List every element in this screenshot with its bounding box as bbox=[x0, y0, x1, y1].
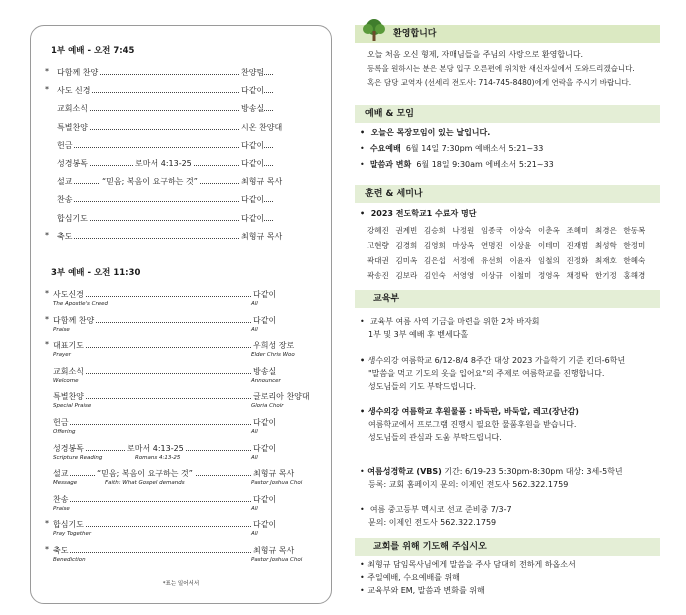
worship-title: 예배 & 모임 bbox=[365, 109, 414, 119]
vbs-1: • 여름성경학교 (VBS) 기간: 6/19-23 5:30pm-8:30pm 대상: 3세-5학년 bbox=[360, 467, 623, 476]
graduate-name: 곽대권 bbox=[367, 256, 389, 265]
leader-dots bbox=[61, 373, 259, 374]
service3-leader-en: All bbox=[251, 454, 258, 461]
service1-item: 교회소식 bbox=[57, 104, 88, 114]
summer-school-1: • 생수의강 여름학교 6/12-8/4 8주간 대상 2023 가을학기 기준 킨더-6학년 bbox=[360, 356, 626, 365]
service3-item-en: Prayer bbox=[53, 352, 71, 359]
service3-item-en: Special Praise bbox=[53, 403, 92, 410]
service3-row bbox=[45, 545, 323, 569]
leader-dots bbox=[61, 552, 259, 553]
graduate-name: 김경희 bbox=[395, 241, 418, 250]
service1-leader: 다같이 bbox=[241, 159, 265, 168]
graduate-name: 한정미 bbox=[623, 241, 646, 250]
service3-item-en: Welcome bbox=[53, 377, 79, 384]
graduate-name: 이테미 bbox=[538, 241, 560, 250]
service3-leader: 글로리아 찬양대 bbox=[253, 392, 310, 402]
graduate-names bbox=[367, 223, 652, 283]
service3-leader-en: All bbox=[251, 301, 258, 307]
welcome-line-2: 등록을 원하시는 분은 본당 입구 오른편에 위치한 새신자실에서 도와드리겠습니다. bbox=[367, 64, 635, 73]
education-title: 교육부 bbox=[373, 294, 400, 304]
service1-row bbox=[45, 176, 323, 189]
service3-detail-en: Romans 4:13-25 bbox=[135, 454, 181, 461]
service3-row bbox=[45, 391, 323, 415]
service1-item: 헌금 bbox=[57, 140, 73, 150]
service1-row bbox=[45, 231, 323, 244]
service3-title: 3부 예배 - 오전 11:30 bbox=[51, 268, 141, 278]
graduate-name: 권계빈 bbox=[395, 226, 418, 235]
service3-leader-en: All bbox=[251, 505, 258, 512]
service1-leader: 다같이 bbox=[241, 195, 265, 205]
service1-title: 1부 예배 - 오전 7:45 bbox=[51, 46, 135, 56]
service3-detail-en: Faith: What Gospel demands bbox=[105, 480, 185, 487]
graduate-name: 이상숙 bbox=[509, 226, 532, 235]
graduate-name: 홍해경 bbox=[623, 271, 646, 280]
graduate-name: 이상규 bbox=[481, 271, 503, 280]
welcome-line-3: 혹은 담당 교역자 (선세리 전도사: 714-745-8480)에게 연락을 주시기 바랍니다. bbox=[367, 78, 632, 87]
service1-row bbox=[45, 85, 323, 98]
graduate-name: 진재범 bbox=[566, 241, 589, 250]
leader-dots bbox=[61, 398, 259, 399]
graduate-name: 최재호 bbox=[595, 256, 617, 265]
service1-item: 다함께 찬양 bbox=[57, 68, 99, 77]
service3-row bbox=[45, 519, 323, 543]
service1-leader: 시온 찬양대 bbox=[241, 122, 283, 132]
welcome-line-1: 오늘 처음 오신 형제, 자매님들을 주님의 사랑으로 환영합니다. bbox=[367, 50, 584, 59]
stand-marker: * bbox=[45, 519, 49, 529]
donation-1: • 생수의강 여름학교 후원물품 : 바둑판, 바둑알, 레고(장난감) bbox=[360, 407, 579, 416]
graduate-name: 곽송진 bbox=[367, 271, 389, 280]
service3-item-en: Message bbox=[53, 480, 78, 487]
service3-row bbox=[45, 468, 323, 492]
service3-row bbox=[45, 289, 323, 313]
welcome-header bbox=[355, 25, 660, 43]
graduate-name: 임철의 bbox=[538, 256, 560, 265]
stand-marker: * bbox=[45, 67, 49, 76]
graduate-name: 서영영 bbox=[452, 271, 475, 280]
prayer-item-3: • 교육부와 EM, 말씀과 변화를 위해 bbox=[360, 586, 485, 595]
graduate-name: 최성학 bbox=[595, 241, 617, 250]
service3-item-en: Scripture Reading bbox=[53, 454, 103, 461]
service3-item-en: Praise bbox=[53, 505, 70, 512]
graduate-name: 진정화 bbox=[566, 256, 589, 265]
mission-1: • 여름 중고등부 멕시코 선교 준비중 7/3-7 bbox=[360, 505, 512, 514]
service3-item-en: Praise bbox=[53, 326, 70, 333]
names-row bbox=[367, 253, 652, 268]
stand-marker: * bbox=[45, 289, 49, 298]
prayer-item-1: • 최형규 담임목사님에게 말씀을 주사 담대히 전하게 하옵소서 bbox=[360, 560, 576, 569]
names-row bbox=[367, 268, 652, 283]
service3-item-en: Benediction bbox=[53, 557, 86, 563]
graduate-name: 유선희 bbox=[481, 256, 503, 265]
service3-item: 다함께 찬양 bbox=[53, 315, 95, 325]
service1-item: 찬송 bbox=[57, 195, 73, 205]
service3-row bbox=[45, 315, 323, 339]
donation-3: 성도님들의 관심과 도움 부탁드립니다. bbox=[368, 433, 502, 442]
vbs-2: 등록: 교회 홈페이지 문의: 이제인 전도사 562.322.1759 bbox=[368, 480, 569, 489]
leader-dots bbox=[61, 526, 259, 527]
worship-item-3: • 말씀과 변화 6월 18일 9:30am 에베소서 5:21~33 bbox=[360, 160, 554, 169]
graduate-name: 한동복 bbox=[623, 226, 646, 235]
names-row bbox=[367, 223, 652, 238]
service1-row bbox=[45, 103, 323, 116]
graduate-name: 김미옥 bbox=[395, 256, 418, 265]
service3-leader-en: Announcer bbox=[251, 377, 281, 384]
summer-school-2: "말씀을 먹고 기도의 옷을 입어요"의 주제로 여름학교를 진행합니다. bbox=[368, 369, 605, 378]
service3-leader: 다같이 bbox=[253, 315, 277, 325]
service3-leader-en: All bbox=[251, 326, 258, 333]
service3-item-en: Offering bbox=[53, 429, 76, 435]
graduate-name: 한기정 bbox=[595, 271, 617, 280]
mission-2: 문의: 이제인 전도사 562.322.1759 bbox=[368, 518, 497, 527]
graduate-name: 이철미 bbox=[509, 271, 532, 280]
service3-leader: 다같이 bbox=[253, 443, 277, 453]
service1-row bbox=[45, 122, 323, 135]
graduate-name: 김은섭 bbox=[424, 256, 446, 265]
leader-dots bbox=[61, 296, 259, 297]
service1-leader: 찬양팀 bbox=[241, 68, 265, 77]
service3-row bbox=[45, 340, 323, 364]
service3-leader-en: All bbox=[251, 429, 258, 435]
service1-item: 설교 bbox=[57, 177, 73, 187]
education-bazaar-2: 1부 및 3부 예배 후 벧세다홀 bbox=[368, 330, 469, 339]
graduate-name: 채정탁 bbox=[566, 271, 589, 280]
donation-2: 여름학교에서 프로그램 진행시 필요한 물품후원을 받습니다. bbox=[368, 420, 577, 429]
service3-item: 찬송 bbox=[53, 494, 69, 504]
service3-leader-en: Elder Chris Woo bbox=[251, 352, 295, 359]
graduate-name: 강혜진 bbox=[367, 226, 389, 235]
graduate-name: 최경은 bbox=[595, 226, 617, 235]
stand-marker: * bbox=[45, 230, 49, 240]
worship-item-2: • 수요예배 6월 14일 7:30pm 예배소서 5:21~33 bbox=[360, 144, 544, 153]
leader-dots bbox=[61, 501, 259, 502]
graduate-name: 고현량 bbox=[367, 241, 389, 250]
service3-detail: “믿음; 복음이 요구하는 것” bbox=[97, 469, 193, 479]
service3-item: 사도신경 bbox=[53, 290, 84, 299]
graduate-name: 서정애 bbox=[452, 256, 475, 265]
service1-item: 성경봉독 bbox=[57, 159, 88, 168]
graduate-name: 한혜숙 bbox=[623, 256, 646, 265]
service3-leader-en: All bbox=[251, 531, 258, 538]
service3-leader: 방송실 bbox=[253, 366, 277, 376]
leader-dots bbox=[61, 424, 259, 425]
standing-footnote: *표는 일어서서 bbox=[162, 581, 200, 587]
summer-school-3: 성도님들의 기도 부탁드립니다. bbox=[368, 382, 477, 391]
prayer-title: 교회를 위해 기도해 주십시오 bbox=[373, 542, 487, 552]
stand-marker: * bbox=[45, 314, 49, 324]
service3-leader: 최형규 목사 bbox=[253, 546, 295, 555]
service1-row bbox=[45, 213, 323, 226]
service3-leader-en: Pastor Joshua Choi bbox=[251, 557, 303, 563]
prayer-item-2: • 주일예배, 수요예배를 위해 bbox=[360, 573, 460, 582]
graduate-name: 연명진 bbox=[481, 241, 503, 250]
worship-item-1: • 오늘은 목장모임이 있는 날입니다. bbox=[360, 128, 491, 137]
service3-item: 헌금 bbox=[53, 418, 69, 427]
service3-leader-en: Pastor Joshua Choi bbox=[251, 480, 303, 487]
service3-row bbox=[45, 417, 323, 441]
service3-leader: 다같이 bbox=[253, 494, 277, 504]
training-item-1: • 2023 전도학교1 수료자 명단 bbox=[360, 209, 477, 218]
service3-item: 특별찬양 bbox=[53, 392, 84, 402]
service3-row bbox=[45, 443, 323, 467]
prayer-header bbox=[355, 538, 660, 556]
service3-leader: 우희성 장로 bbox=[253, 341, 295, 351]
graduate-name: 김보라 bbox=[395, 271, 418, 280]
service3-leader: 다같이 bbox=[253, 290, 277, 299]
service1-leader: 최형규 목사 bbox=[241, 177, 283, 187]
service1-leader: 다같이 bbox=[241, 213, 265, 223]
service1-row bbox=[45, 67, 323, 80]
training-title: 훈련 & 세미나 bbox=[365, 189, 423, 199]
service3-row bbox=[45, 366, 323, 390]
service1-item: 사도 신경 bbox=[57, 86, 91, 96]
service3-item-en: Pray Together bbox=[53, 531, 92, 538]
service1-leader: 다같이 bbox=[241, 140, 265, 150]
service3-row bbox=[45, 494, 323, 518]
training-header bbox=[355, 185, 660, 203]
names-row bbox=[367, 238, 652, 253]
stand-marker: * bbox=[45, 545, 49, 554]
service1-row bbox=[45, 158, 323, 171]
service3-item: 축도 bbox=[53, 546, 69, 555]
stand-marker: * bbox=[45, 340, 49, 350]
welcome-title: 환영합니다 bbox=[393, 29, 437, 39]
service3-leader: 다같이 bbox=[253, 418, 277, 427]
service1-detail: 로마서 4:13-25 bbox=[135, 159, 192, 168]
service1-item: 축도 bbox=[57, 231, 73, 241]
service1-leader: 다같이 bbox=[241, 86, 265, 96]
service3-leader-en: Gloria Choir bbox=[251, 403, 284, 410]
service3-item-en: The Apostle's Creed bbox=[53, 301, 109, 307]
stand-marker: * bbox=[45, 85, 49, 95]
graduate-name: 김영희 bbox=[424, 241, 446, 250]
graduate-name: 정영옥 bbox=[538, 271, 560, 280]
leader-dots bbox=[61, 347, 259, 348]
graduate-name: 이윤자 bbox=[509, 256, 532, 265]
graduate-name: 김승희 bbox=[424, 226, 446, 235]
service1-row bbox=[45, 194, 323, 207]
graduate-name: 나정원 bbox=[452, 226, 475, 235]
service3-item: 합심기도 bbox=[53, 520, 84, 530]
education-header bbox=[355, 290, 660, 308]
service1-row bbox=[45, 140, 323, 153]
graduate-name: 이춘옥 bbox=[538, 226, 560, 235]
graduate-name: 이상윤 bbox=[509, 241, 532, 250]
service1-item: 합심기도 bbox=[57, 213, 88, 223]
tree-icon bbox=[361, 19, 387, 43]
graduate-name: 임종국 bbox=[481, 226, 503, 235]
order-of-worship-panel bbox=[30, 25, 332, 604]
service1-item: 특별찬양 bbox=[57, 122, 88, 132]
service3-item: 설교 bbox=[53, 469, 69, 479]
service1-detail: “믿음; 복음이 요구하는 것” bbox=[102, 177, 198, 187]
service3-leader: 최형규 목사 bbox=[253, 469, 295, 479]
service1-leader: 방송실 bbox=[241, 104, 265, 114]
service3-leader: 다같이 bbox=[253, 520, 277, 530]
worship-header bbox=[355, 105, 660, 123]
education-bazaar-1: • 교육부 여름 사역 기금을 마련을 위한 2차 바자회 bbox=[360, 317, 540, 326]
graduate-name: 마상옥 bbox=[452, 241, 475, 250]
service3-detail: 로마서 4:13-25 bbox=[127, 443, 184, 453]
service3-item: 성경봉독 bbox=[53, 443, 84, 453]
graduate-name: 조혜미 bbox=[566, 226, 589, 235]
service1-leader: 최형규 목사 bbox=[241, 231, 283, 241]
service3-item: 대표기도 bbox=[53, 341, 84, 351]
graduate-name: 김인숙 bbox=[424, 271, 446, 280]
service3-item: 교회소식 bbox=[53, 366, 84, 376]
